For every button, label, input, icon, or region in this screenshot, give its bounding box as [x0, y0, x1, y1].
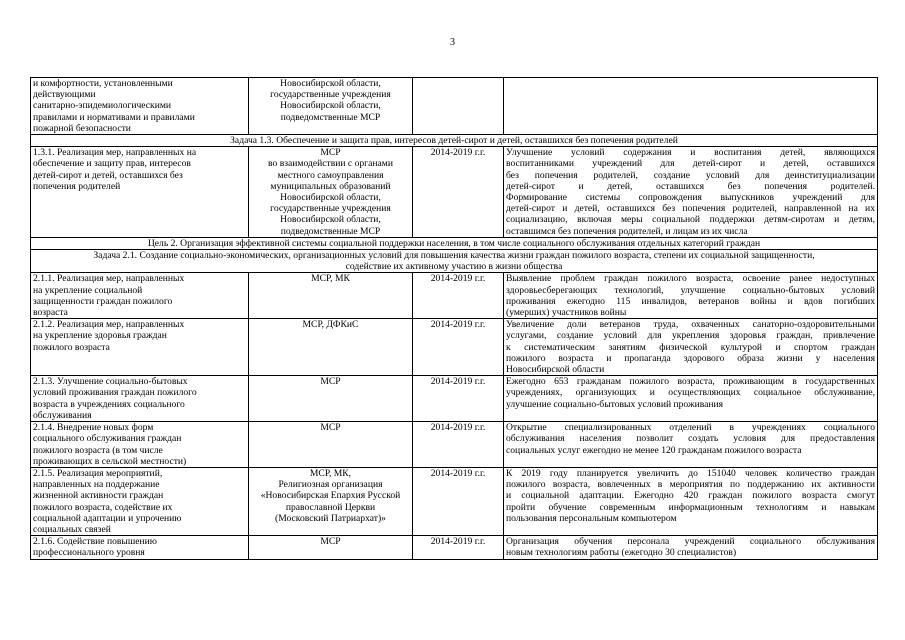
- cell-line: 2.1.6. Содействие повышению: [33, 536, 157, 548]
- cell-line: Улучшение условий содержания и воспитания детей, являющихся: [506, 147, 875, 159]
- executor-cell: [249, 147, 413, 238]
- program-measures-table: [30, 77, 878, 560]
- cell-line: (Московский Патриархат)»: [275, 512, 386, 524]
- cell-line: детей-сирот и детей, оставшихся без попечения родителей.: [506, 180, 875, 192]
- table-row: [31, 147, 878, 238]
- result-cell: [504, 319, 878, 376]
- cell-line: проживания ежегодно 115 инвалидов, ветеранов войны и вдов погибших: [506, 295, 875, 307]
- executor-cell: [249, 273, 413, 319]
- table-row: [31, 422, 878, 468]
- cell-line: санитарно-эпидемиологическими: [33, 100, 172, 112]
- measure-cell: [31, 78, 249, 135]
- cell-line: Новосибирской области,: [280, 214, 381, 226]
- executor-cell: [249, 319, 413, 376]
- table-row: [31, 78, 878, 135]
- result-cell: [504, 273, 878, 319]
- cell-line: и комфортности, установленными: [33, 78, 173, 89]
- cell-line: Ежегодно 653 гражданам пожилого возраста, проживающим в государственных: [506, 376, 875, 388]
- cell-line: обслуживания: [33, 409, 92, 421]
- section-heading: Задача 1.3. Обеспечение и защита прав, интересов детей-сирот и детей, оставшихся без попечения родителей: [31, 135, 878, 147]
- cell-line: пожилого возраста: [33, 341, 110, 353]
- cell-line: пожарной безопасности: [33, 122, 131, 134]
- cell-line: возраста в учреждениях социального: [33, 398, 185, 410]
- section-heading-row: [31, 250, 878, 273]
- period-cell: 2014-2019 г.г.: [413, 536, 504, 559]
- cell-line: (умерших) участников войны: [506, 307, 627, 319]
- cell-line: во взаимодействии с органами: [268, 158, 393, 170]
- page-number: 3: [450, 37, 455, 48]
- result-cell: [504, 78, 878, 135]
- cell-line: обеспечение и защиту прав, интересов: [33, 158, 191, 170]
- section-heading-row: [31, 135, 878, 147]
- cell-line: к систематическим занятиям физической культурой и спортом граждан: [506, 341, 875, 353]
- table-row: [31, 467, 878, 535]
- cell-line: 2.1.1. Реализация мер, направленных: [33, 273, 185, 285]
- cell-line: жизненной активности граждан: [33, 490, 164, 502]
- cell-line: МСР: [320, 376, 341, 388]
- cell-line: «Новосибирская Епархия Русской: [260, 490, 401, 502]
- cell-line: содействие их активному участию в жизни общества: [345, 261, 563, 273]
- cell-line: Задача 2.1. Создание социально-экономических, организационных условий для повышения качества жизни граждан пожилого возраста, степени их социальной защищенности,: [93, 250, 815, 262]
- cell-line: местного самоуправления: [277, 169, 384, 181]
- cell-line: Новосибирской области,: [280, 78, 381, 89]
- cell-line: услугами, создание условий для укрепления здоровья граждан, привлечение: [506, 330, 875, 342]
- cell-line: на укрепление здоровья граждан: [33, 330, 167, 342]
- cell-line: государственные учреждения: [270, 89, 391, 101]
- cell-line: 1.3.1. Реализация мер, направленных на: [33, 147, 197, 159]
- result-cell: [504, 147, 878, 238]
- period-cell: 2014-2019 г.г.: [413, 273, 504, 319]
- cell-line: православной Церкви: [285, 501, 376, 513]
- section-heading: Цель 2. Организация эффективной системы социальной поддержки населения, в том числе социального обслуживания отдельных категорий граждан: [31, 237, 878, 249]
- cell-line: Новосибирской области: [506, 364, 605, 376]
- cell-line: Новосибирской области,: [280, 100, 381, 112]
- cell-line: защищенности граждан пожилого: [33, 295, 173, 307]
- cell-line: МСР: [320, 422, 341, 434]
- cell-line: проживающих в сельской местности): [33, 455, 187, 467]
- cell-line: МСР, ДФКиС: [302, 319, 359, 331]
- cell-line: попечения родителей: [33, 180, 121, 192]
- section-heading: [31, 250, 878, 273]
- executor-cell: [249, 467, 413, 535]
- cell-line: Новосибирской области,: [280, 192, 381, 204]
- result-cell: [504, 467, 878, 535]
- measure-cell: [31, 319, 249, 376]
- cell-line: пожилого возраста и пропаганда здорового образа жизни у населения: [506, 352, 875, 364]
- period-cell: 2014-2019 г.г.: [413, 422, 504, 468]
- period-cell: 2014-2019 г.г.: [413, 319, 504, 376]
- cell-line: новым технологиям работы (ежегодно 30 специалистов): [506, 547, 737, 559]
- cell-line: 2.1.3. Улучшение социально-бытовых: [33, 376, 188, 388]
- table-row: [31, 536, 878, 559]
- cell-line: Религиозная организация: [278, 479, 383, 491]
- cell-line: Организация обучения персонала учреждений социального обслуживания: [506, 536, 875, 548]
- cell-line: возраста: [33, 307, 68, 319]
- cell-line: социального обслуживания граждан: [33, 433, 182, 445]
- section-heading-row: [31, 237, 878, 249]
- cell-line: подведомственные МСР: [280, 111, 381, 123]
- cell-line: здоровьесберегающих технологий, улучшение социально-бытовых условий: [506, 284, 875, 296]
- cell-line: пожилого возраста, вовлеченных в мероприятия по поддержанию их активности: [506, 479, 875, 491]
- cell-line: оставшимся без попечения родителей, и лицам из их числа: [506, 225, 748, 237]
- cell-line: социальных услуг ежегодно не менее 120 гражданам пожилого возраста: [506, 444, 802, 456]
- cell-line: пройти обучение современным информационным технологиям и навыкам: [506, 501, 875, 513]
- cell-line: учреждениях, организующих и осуществляющих социальное обслуживание,: [506, 387, 875, 399]
- cell-line: улучшение социально-бытовых условий проживания: [506, 398, 724, 410]
- cell-line: Увеличение доли ветеранов труда, охваченных санаторно-оздоровительными: [506, 319, 875, 331]
- result-cell: [504, 376, 878, 422]
- cell-line: социальной адаптации и упрочению: [33, 512, 182, 524]
- executor-cell: [249, 422, 413, 468]
- cell-line: Выявление проблем граждан пожилого возраста, освоение ранее недоступных: [506, 273, 875, 285]
- cell-line: профессионального уровня: [33, 547, 145, 559]
- period-cell: [413, 78, 504, 135]
- period-cell: 2014-2019 г.г.: [413, 376, 504, 422]
- executor-cell: [249, 376, 413, 422]
- cell-line: условий проживания граждан пожилого: [33, 387, 197, 399]
- measure-cell: [31, 422, 249, 468]
- cell-line: правилами и нормативами и правилами: [33, 111, 195, 123]
- cell-line: подведомственные МСР: [280, 225, 381, 237]
- cell-line: 2.1.2. Реализация мер, направленных: [33, 319, 185, 331]
- measure-cell: [31, 376, 249, 422]
- cell-line: социализацию, включая меры социальной поддержки детям-сиротам и детям,: [506, 214, 875, 226]
- cell-line: Формирование системы сопровождения выпускников учреждений для: [506, 192, 875, 204]
- cell-line: детей-сирот и детей, оставшихся без попечения родителей, направленной на их: [506, 203, 875, 215]
- cell-line: без попечения родителей, создание условий для деинституциализации: [506, 169, 875, 181]
- cell-line: обслуживания населения позволит создать условия для предоставления: [506, 433, 875, 445]
- cell-line: на укрепление социальной: [33, 284, 143, 296]
- table-row: [31, 319, 878, 376]
- cell-line: Открытие специализированных отделений в учреждениях социального: [506, 422, 875, 434]
- cell-line: МСР: [320, 536, 341, 548]
- executor-cell: [249, 536, 413, 559]
- cell-line: муниципальных образований: [270, 180, 391, 192]
- cell-line: направленных на поддержание: [33, 479, 160, 491]
- cell-line: государственные учреждения: [270, 203, 391, 215]
- period-cell: 2014-2019 г.г.: [413, 147, 504, 238]
- cell-line: пожилого возраста (в том числе: [33, 444, 163, 456]
- cell-line: МСР, МК: [311, 273, 350, 285]
- measure-cell: [31, 273, 249, 319]
- measure-cell: [31, 536, 249, 559]
- cell-line: 2.1.4. Внедрение новых форм: [33, 422, 154, 434]
- measure-cell: [31, 147, 249, 238]
- result-cell: [504, 536, 878, 559]
- table-row: [31, 376, 878, 422]
- cell-line: пользования персональным компьютером: [506, 512, 677, 524]
- cell-line: социальных связей: [33, 523, 111, 535]
- cell-line: и социальной адаптации. Ежегодно 420 граждан пожилого возраста смогут: [506, 490, 875, 502]
- cell-line: 2.1.5. Реализация мероприятий,: [33, 467, 163, 479]
- cell-line: пожилого возраста, содействие их: [33, 501, 173, 513]
- cell-line: МСР, МК,: [309, 467, 352, 479]
- result-cell: [504, 422, 878, 468]
- measure-cell: [31, 467, 249, 535]
- executor-cell: [249, 78, 413, 135]
- table-row: [31, 273, 878, 319]
- cell-line: воспитанниками учреждений для детей-сирот и детей, оставшихся: [506, 158, 875, 170]
- cell-line: МСР: [320, 147, 341, 159]
- cell-line: детей-сирот и детей, оставшихся без: [33, 169, 183, 181]
- cell-line: действующими: [33, 89, 96, 101]
- cell-line: К 2019 году планируется увеличить до 151040 человек количество граждан: [506, 467, 875, 479]
- period-cell: 2014-2019 г.г.: [413, 467, 504, 535]
